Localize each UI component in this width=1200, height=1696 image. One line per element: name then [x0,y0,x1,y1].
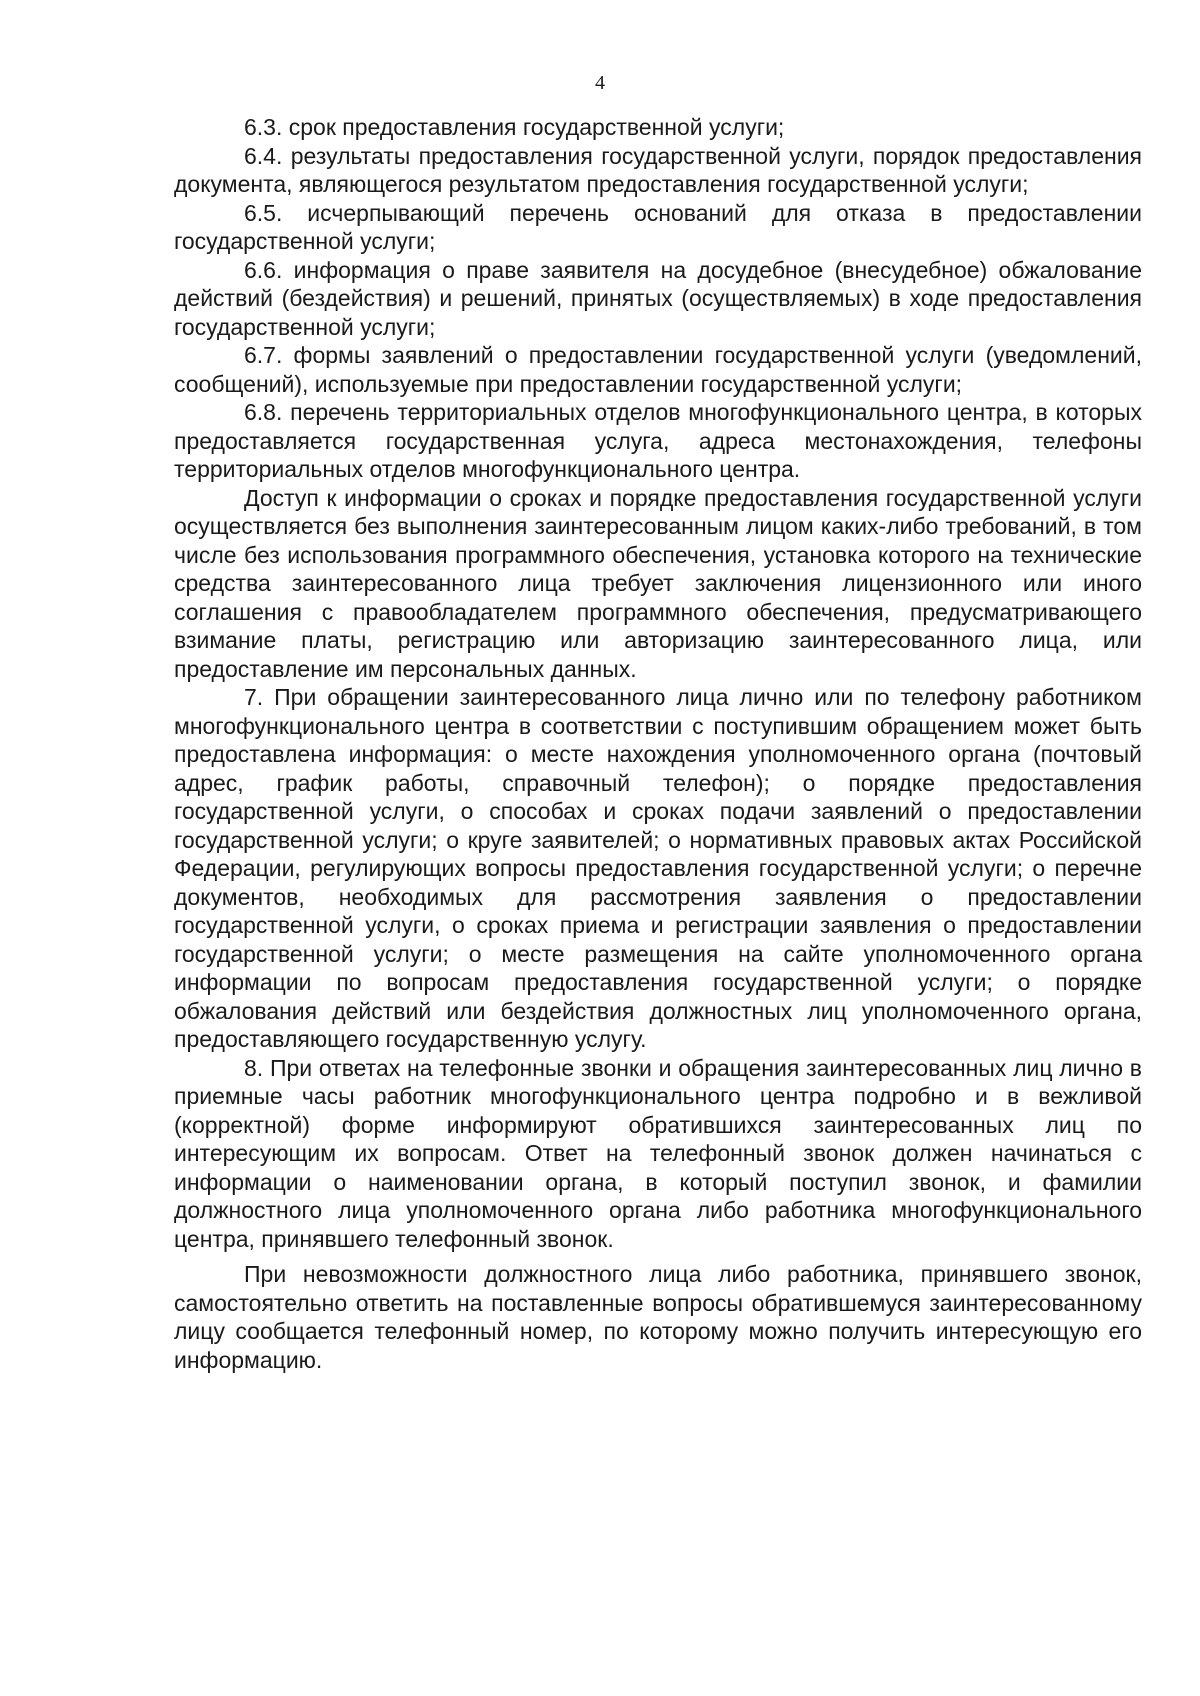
document-body [174,113,1142,1374]
paragraph-6-3: 6.3. срок предоставления государственной услуги; [244,114,785,140]
paragraph-impossibility: При невозможности должностного лица либо работника, принявшего звонок, самостоятельно ответить на поставленные вопросы обратившемуся заинтересованному лицу сообщается телефонный номер, по которому можно получить интересующую его информацию. [174,1261,1142,1373]
paragraph-6-7: 6.7. формы заявлений о предоставлении государственной услуги (уведомлений, сообщений), используемые при предоставлении государственной услуги; [174,342,1142,397]
page-number: 4 [595,72,605,94]
paragraph-6-4: 6.4. результаты предоставления государственной услуги, порядок предоставления документа, являющегося результатом предоставления государственной услуги; [174,142,1142,197]
paragraph-6-6: 6.6. информация о праве заявителя на досудебное (внесудебное) обжалование действий (бездействия) и решений, принятых (осуществляемых) в ходе предоставления государственной услуги; [174,256,1142,340]
paragraph-8: 8. При ответах на телефонные звонки и обращения заинтересованных лиц лично в приемные часы работник многофункционального центра подробно и в вежливой (корректной) форме информируют обратившихся заинтересованных лиц по интересующим их вопросам. Ответ на телефонный звонок должен начинаться с информации о наименовании органа, в который поступил звонок, и фамилии должностного лица уполномоченного органа либо работника многофункционального центра, принявшего телефонный звонок. [174,1054,1142,1252]
paragraph-access-info: Доступ к информации о сроках и порядке предоставления государственной услуги осуществляется без выполнения заинтересованным лицом каких-либо требований, в том числе без использования программного обеспечения, установка которого на технические средства заинтересованного лица требует заключения лицензионного или иного соглашения с правообладателем программного обеспечения, предусматривающего взимание платы, регистрацию или авторизацию заинтересованного лица, или предоставление им персональных данных. [174,484,1142,682]
paragraph-6-5: 6.5. исчерпывающий перечень оснований для отказа в предоставлении государственной услуги; [174,199,1142,254]
paragraph-7: 7. При обращении заинтересованного лица лично или по телефону работником многофункционального центра в соответствии с поступившим обращением может быть предоставлена информация: о месте нахождения уполномоченного органа (почтовый адрес, график работы, справочный телефон); о порядке предоставления государственной услуги, о способах и сроках подачи заявлений о предоставлении государственной услуги; о круге заявителей; о нормативных правовых актах Российской Федерации, регулирующих вопросы предоставления государственной услуги; о перечне документов, необходимых для рассмотрения заявления о предоставлении государственной услуги, о сроках приема и регистрации заявления о предоставлении государственной услуги; о месте размещения на сайте уполномоченного органа информации по вопросам предоставления государственной услуги; о порядке обжалования действий или бездействия должностных лиц уполномоченного органа, предоставляющего государственную услугу. [174,684,1142,1052]
paragraph-6-8: 6.8. перечень территориальных отделов многофункционального центра, в которых предоставляется государственная услуга, адреса местонахождения, телефоны территориальных отделов многофункционального центра. [174,399,1142,482]
